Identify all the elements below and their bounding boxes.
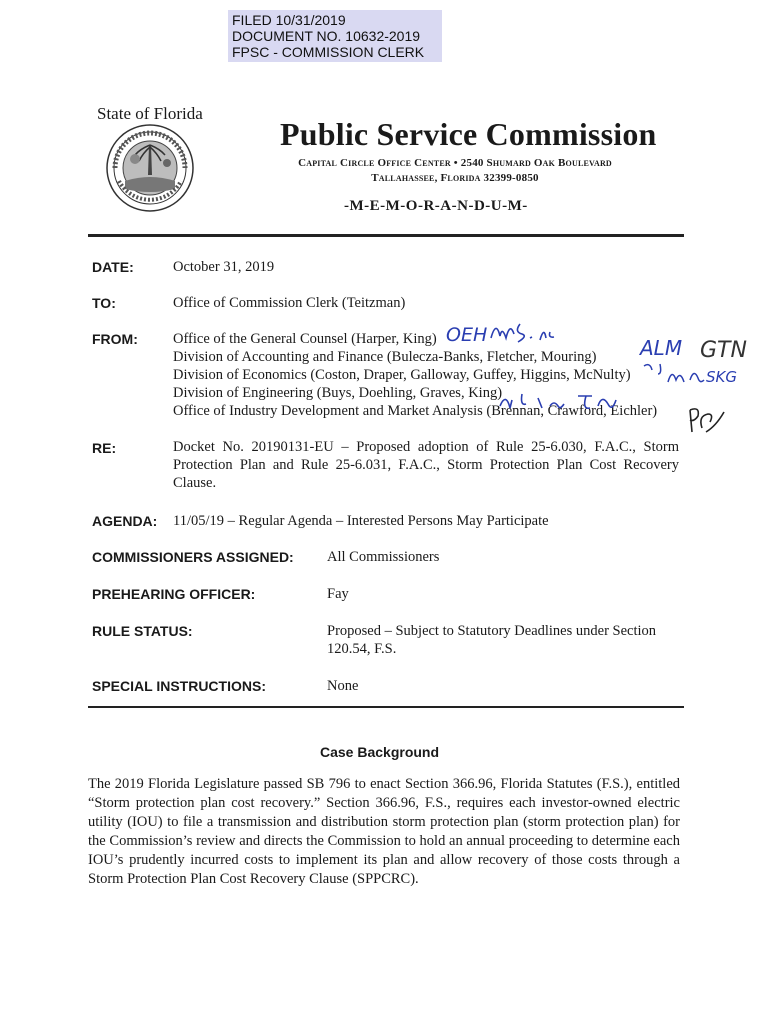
stamp-line-clerk: FPSC - COMMISSION CLERK <box>232 44 425 60</box>
to-label: TO: <box>92 295 116 311</box>
rule-status-label: RULE STATUS: <box>92 623 193 639</box>
address-line-1: Capital Circle Office Center • 2540 Shumard Oak Boulevard <box>298 157 612 169</box>
from-line: Office of Industry Development and Market Analysis (Brennan, Crawford, Eichler) <box>173 403 658 419</box>
from-line: Division of Accounting and Finance (Bulecza-Banks, Fletcher, Mouring) <box>173 349 597 365</box>
prehearing-value: Fay <box>327 586 349 602</box>
re-value: Docket No. 20190131-EU – Proposed adoption of Rule 25-6.030, F.A.C., Storm Protection Plan and Rule 25-6.031, F.A.C., Storm Protection Plan Cost Recovery Clause. <box>173 439 679 491</box>
to-value: Office of Commission Clerk (Teitzman) <box>173 295 406 311</box>
commission-title: Public Service Commission <box>280 116 657 152</box>
stamp-line-filed: FILED 10/31/2019 <box>232 12 346 28</box>
rule-status-value: Proposed – Subject to Statutory Deadlines under Section 120.54, F.S. <box>327 623 657 657</box>
date-value: October 31, 2019 <box>173 259 275 275</box>
handwritten-initials: GTN <box>700 338 747 363</box>
handwritten-initials: OEH <box>446 324 488 346</box>
address-block <box>270 156 640 186</box>
handwritten-signature-icon <box>640 360 710 388</box>
case-background-heading: Case Background <box>320 744 440 760</box>
agenda-value: 11/05/19 – Regular Agenda – Interested Persons May Participate <box>173 513 549 529</box>
commissioners-label: COMMISSIONERS ASSIGNED: <box>92 549 294 565</box>
fields-divider <box>88 706 684 708</box>
address-line-2: Tallahassee, Florida 32399-0850 <box>371 172 539 184</box>
memorandum-title: -M-E-M-O-R-A-N-D-U-M- <box>344 198 528 214</box>
from-label: FROM: <box>92 331 138 347</box>
from-line: Office of the General Counsel (Harper, King) <box>173 331 437 347</box>
handwritten-initials: SKG <box>706 368 737 386</box>
handwritten-signature-icon <box>488 318 578 346</box>
date-label: DATE: <box>92 259 134 275</box>
re-label: RE: <box>92 440 117 456</box>
special-instructions-label: SPECIAL INSTRUCTIONS: <box>92 678 266 694</box>
header-divider <box>88 234 684 237</box>
handwritten-initials: ALM <box>640 336 683 360</box>
handwritten-signature-icon <box>498 386 658 416</box>
state-seal-icon <box>105 123 195 213</box>
from-line: Division of Engineering (Buys, Doehling, Graves, King) <box>173 385 503 401</box>
stamp-line-document: DOCUMENT NO. 10632-2019 <box>232 28 421 44</box>
prehearing-label: PREHEARING OFFICER: <box>92 586 256 602</box>
state-name: State of Florida <box>97 104 203 123</box>
special-instructions-value: None <box>327 678 359 694</box>
agenda-label: AGENDA: <box>92 513 158 529</box>
case-background-paragraph: The 2019 Florida Legislature passed SB 796 to enact Section 366.96, Florida Statutes (F.S.), entitled “Storm protection plan cost recovery.” Section 366.96, F.S., requires each investor-owned electric utility (IOU) to file a transmission and distribution storm protection plan (storm protection plan) for the Commission’s review and directs the Commission to hold an annual proceeding to determine each IOU’s prudently incurred costs to implement its plan and allow recovery of those costs through a Storm Protection Plan Cost Recovery Clause (SPPCRC). <box>88 776 680 887</box>
from-line: Division of Economics (Coston, Draper, Galloway, Guffey, Higgins, McNulty) <box>173 367 631 383</box>
handwritten-signature-icon <box>686 402 726 436</box>
filing-stamp <box>228 10 442 62</box>
commissioners-value: All Commissioners <box>327 549 440 565</box>
